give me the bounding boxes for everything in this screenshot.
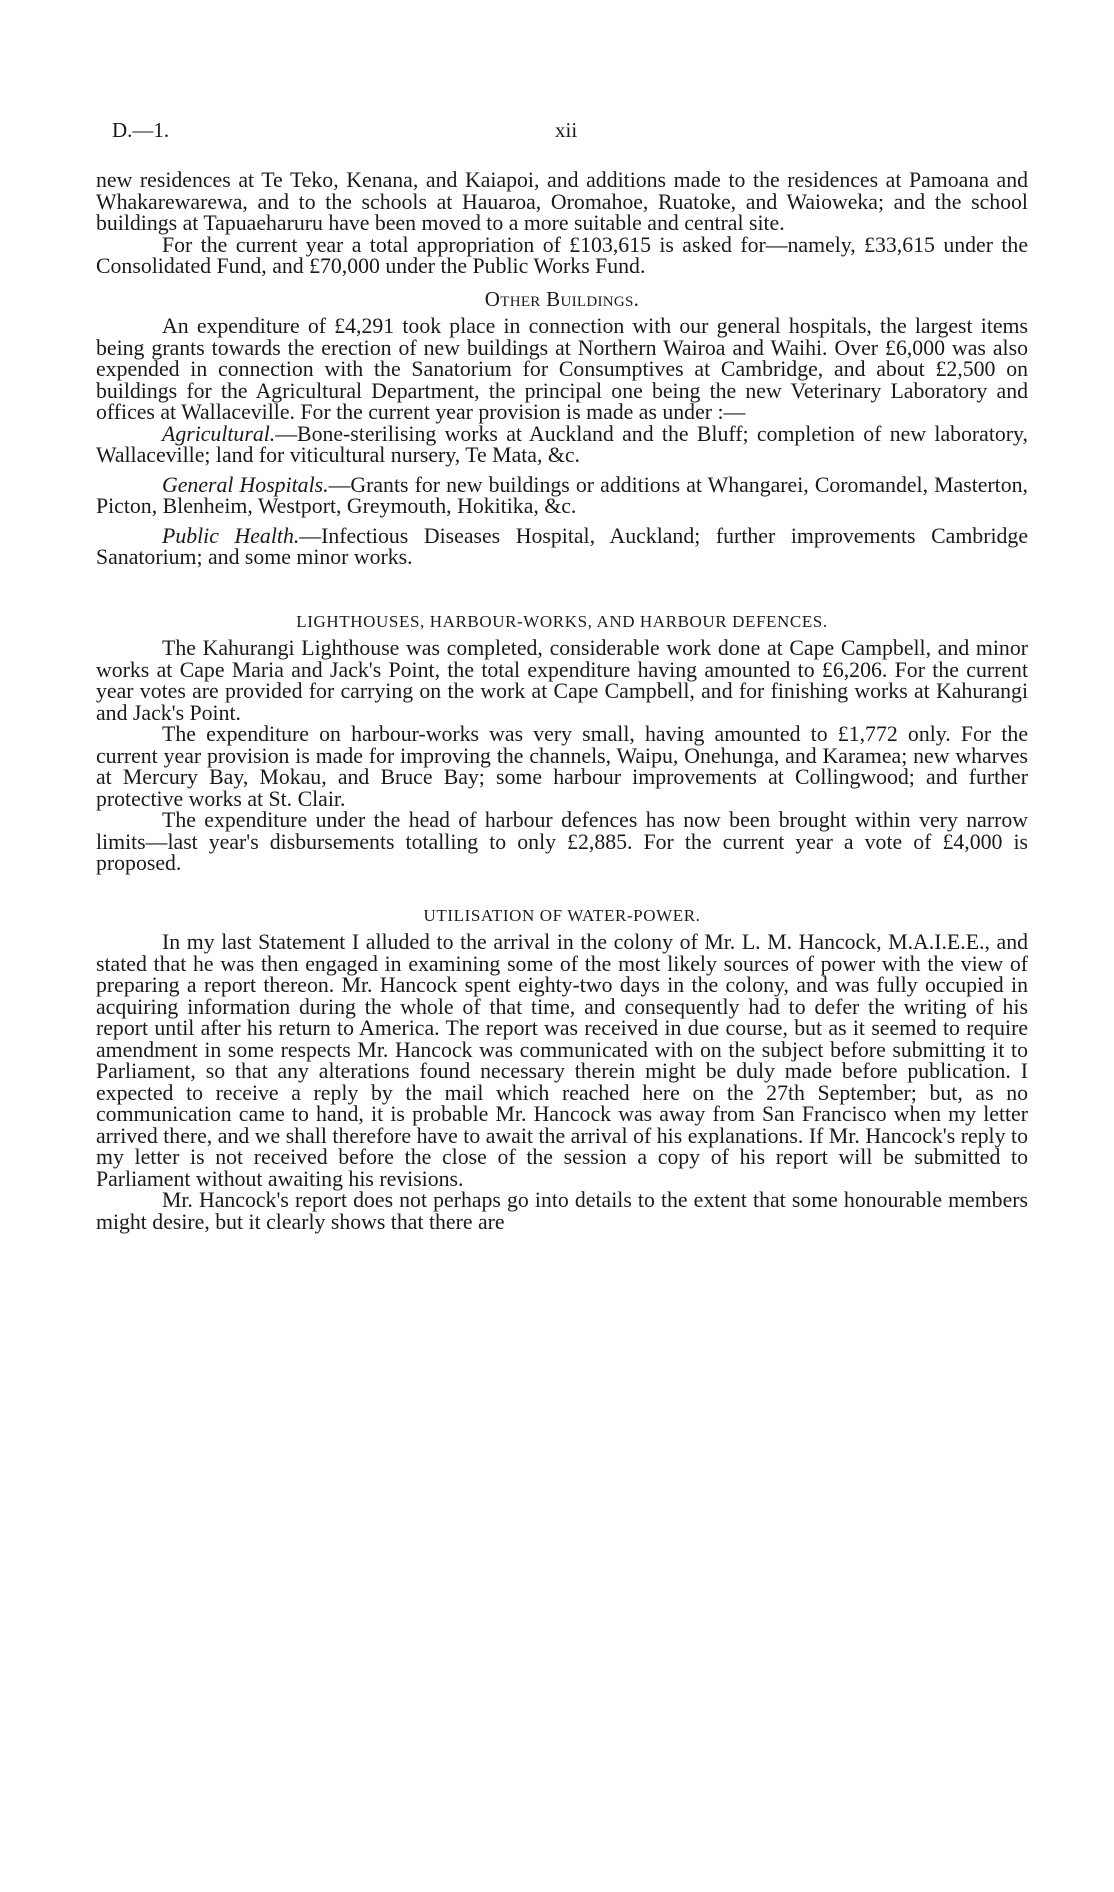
page-header (112, 118, 1024, 148)
hospitals-item (96, 472, 1028, 518)
section-heading-other-buildings: Other Buildings. (484, 286, 640, 311)
public-health-item (96, 523, 1028, 569)
hospitals-lead: General Hospitals. (162, 472, 329, 497)
section-heading-water-power: UTILISATION OF WATER-POWER. (423, 905, 701, 925)
page-number: xii (555, 118, 578, 142)
appropriation-paragraph: For the current year a total appropriation of £103,615 is asked for—namely, £33,615 under the Consolidated Fund, and £70,000 under the Public Works Fund. (96, 232, 1028, 278)
harbour-works-paragraph: The expenditure on harbour-works was very small, having amounted to £1,772 only. For the current year provision is made for improving the channels, Waipu, Onehunga, and Karamea; new wharves at Mercury Bay, Mokau, and Bruce Bay; some harbour improvements at Collingwood; and further protective works at St. Clair. (96, 722, 1028, 811)
continued-paragraph: new residences at Te Teko, Kenana, and Kaiapoi, and additions made to the residences at Pamoana and Whakarewarewa, and to the schools at Hauaroa, Oromahoe, Ruatoke, and Waioweka; and the school buildings at Tapuaeharuru have been moved to a more suitable and central site. (96, 168, 1028, 235)
document-reference: D.—1. (112, 118, 170, 142)
lighthouses-paragraph: The Kahurangi Lighthouse was completed, considerable work done at Cape Campbell, and minor works at Cape Maria and Jack's Point, the total expenditure having amounted to £6,206. For the current year votes are provided for carrying on the work at Cape Campbell, and for finishing works at Kahurangi and Jack's Point. (96, 636, 1028, 725)
public-health-text: —Infectious Diseases Hospital, Auckland; further improvements Cambridge Sanatorium; and some minor works. (96, 523, 1028, 569)
hancock-report-paragraph: Mr. Hancock's report does not perhaps go into details to the extent that some honourable members might desire, but it clearly shows that there are (96, 1188, 1028, 1234)
agricultural-item (96, 421, 1028, 467)
public-health-lead: Public Health. (162, 523, 300, 548)
water-power-paragraph: In my last Statement I alluded to the arrival in the colony of Mr. L. M. Hancock, M.A.I.E.E., and stated that he was then engaged in examining some of the most likely sources of power with the view of preparing a report thereon. Mr. Hancock spent eighty-two days in the colony, and was fully occupied in acquiring information during the whole of that time, and consequently had to defer the writing of his report until after his return to America. The report was received in due course, but as it seemed to require amendment in some respects Mr. Hancock was communicated with on the subject before submitting it to Parliament, so that any alterations found necessary therein might be duly made before publication. I expected to receive a reply by the mail which reached here on the 27th September; but, as no communication came to hand, it is probable Mr. Hancock was away from San Francisco when my letter arrived there, and we shall therefore have to await the arrival of his explanations. If Mr. Hancock's reply to my letter is not received before the close of the session a copy of his report will be submitted to Parliament without awaiting his revisions. (96, 930, 1028, 1191)
agricultural-lead: Agricultural. (162, 421, 276, 446)
harbour-defences-paragraph: The expenditure under the head of harbour defences has now been brought within very narrow limits—last year's disbursements totalling to only £2,885. For the current year a vote of £4,000 is proposed. (96, 808, 1028, 875)
page-body (96, 170, 1028, 1233)
other-buildings-paragraph: An expenditure of £4,291 took place in connection with our general hospitals, the largest items being grants towards the erection of new buildings at Northern Wairoa and Waihi. Over £6,000 was also expended in connection with the Sanatorium for Consumptives at Cambridge, and about £2,500 on buildings for the Agricultural Department, the principal one being the new Veterinary Laboratory and offices at Wallaceville. For the current year provision is made as under :— (96, 314, 1028, 424)
section-heading-lighthouses: LIGHTHOUSES, HARBOUR-WORKS, AND HARBOUR DEFENCES. (296, 611, 828, 631)
hospitals-text: —Grants for new buildings or additions at Whangarei, Coromandel, Masterton, Picton, Blenheim, Westport, Greymouth, Hokitika, &c. (96, 472, 1028, 518)
agricultural-text: —Bone-sterilising works at Auckland and the Bluff; completion of new laboratory, Wallaceville; land for viticultural nursery, Te Mata, &c. (96, 421, 1028, 467)
